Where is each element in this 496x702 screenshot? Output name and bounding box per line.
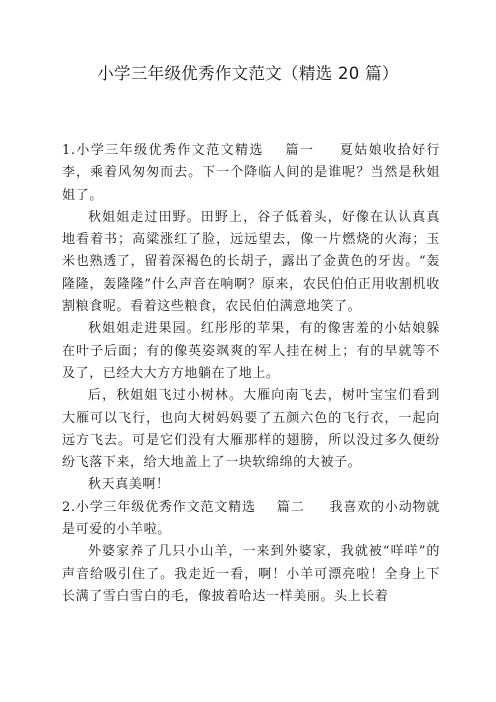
section-heading-1 xyxy=(62,140,440,207)
section-heading-2 xyxy=(62,497,440,542)
document-title: 小学三年级优秀作文范文（精选 20 篇） xyxy=(97,64,399,83)
paragraph: 秋姐姐走过田野。田野上，谷子低着头，好像在认认真真地看着书；高粱涨红了脸，远远望去，像一片燃烧的火海；玉米也熟透了，留着深褐色的长胡子，露出了金黄色的牙齿。“轰隆隆，轰隆隆”什么声音在响啊？原来，农民伯伯正用收割机收割粮食呢。看着这些粮食，农民伯伯满意地笑了。 xyxy=(62,209,440,315)
section-first-sentence: 夏姑娘收拾好行李，乘着风匆匆而去。下一个降临人间的是谁呢？当然是秋姐姐了。 xyxy=(62,143,441,203)
document-body xyxy=(62,140,440,608)
paragraph: 后，秋姐姐飞过小树林。大雁向南飞去，树叶宝宝们看到大雁可以飞行，也向大树妈妈要了五颜六色的飞行衣，一起向远方飞去。可是它们没有大雁那样的翅膀，所以没过多久便纷纷飞落下来，给大地盖上了一块软绵绵的大被子。 xyxy=(62,388,440,471)
section-part-label: 篇二 xyxy=(276,499,305,515)
section-part-label: 篇一 xyxy=(284,143,315,158)
paragraph: 秋姐姐走进果园。红彤彤的苹果，有的像害羞的小姑娘躲在叶子后面；有的像英姿飒爽的军人挂在树上；有的早就等不及了，已经大大方方地躺在了地上。 xyxy=(62,321,440,381)
section-first-sentence: 我喜欢的小动物就是可爱的小羊啦。 xyxy=(62,499,441,538)
paragraph: 秋天真美啊！ xyxy=(88,477,170,493)
paragraph: 外婆家养了几只小山羊，一来到外婆家，我就被“咩咩”的声音给吸引住了。我走近一看，啊！小羊可漂亮啦！全身上下长满了雪白雪白的毛，像披着哈达一样美丽。头上长着 xyxy=(62,544,440,604)
section-title: 2.小学三年级优秀作文范文精选 xyxy=(62,499,256,515)
section-title: 1.小学三年级优秀作文范文精选 xyxy=(62,143,264,158)
